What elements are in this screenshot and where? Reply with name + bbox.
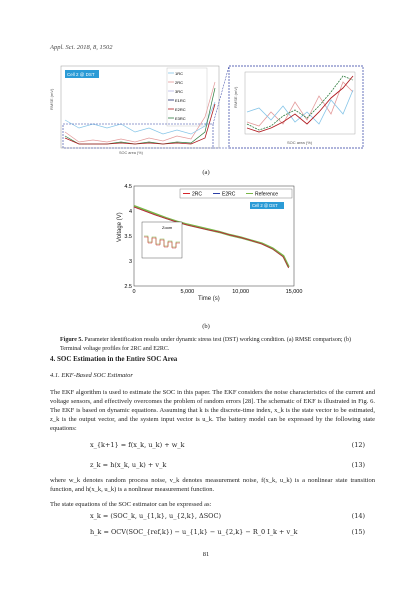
figure-b-voltage-chart	[117, 184, 303, 302]
equation-14-number: (14)	[351, 512, 365, 520]
figure-b-zoom-title: Zoom	[162, 225, 173, 230]
y-tick-label-1: 3	[128, 259, 132, 265]
figure-b-y-label: Voltage (V)	[117, 212, 123, 242]
equation-15-number: (15)	[351, 528, 365, 536]
subsection-title: 4.1. EKF-Based SOC Estimator	[50, 372, 133, 379]
x-tick-label-0: 0	[132, 289, 136, 295]
x-tick-label-2: 10,000	[232, 289, 250, 295]
paragraph-2: where w_k denotes random process noise, v_k denotes measurement noise, f(x_k, u_k) is a nonlinear state transition function, and h(x_k, u_k) is a nonlinear measurement function.	[50, 477, 375, 493]
equation-15-text: h_k = OCV(SOC_{ref,k}) − u_{1,k} − u_{2,k} − R_0 I_k + v_k	[90, 528, 298, 536]
legend-e2rc: E2RC	[175, 107, 186, 112]
figure-caption	[60, 336, 365, 353]
figure-b-x-label: Time (s)	[198, 296, 220, 302]
page-number: 81	[202, 551, 210, 558]
figure-b-zoom-inset	[142, 222, 182, 258]
legend-2rc-b: 2RC	[192, 191, 203, 198]
section-title: 4. SOC Estimation in the Entire SOC Area	[50, 355, 178, 363]
legend-e2rc-b: E2RC	[222, 191, 236, 198]
figure-b-panel-label: (b)	[202, 323, 210, 330]
equation-13-text: z_k = h(x_k, u_k) + v_k	[90, 461, 167, 469]
legend-e1rc: E1RC	[175, 98, 186, 103]
figure-a-x-label: SOC area (%)	[119, 151, 143, 155]
equation-13-number: (13)	[351, 461, 365, 469]
figure-a-inset-label: Cell 2 @ DST	[67, 72, 95, 77]
equation-12-number: (12)	[351, 441, 365, 449]
caption-text: Parameter identification results under dynamic stress test (DST) working condition. (a) RMSE comparison; (b) Terminal voltage profiles for 2RC and E2RC.	[60, 337, 351, 352]
journal-header: Appl. Sci. 2018, 8, 1502	[50, 44, 113, 51]
figure-b-inset-label: Cell 2 @ DST	[252, 203, 278, 208]
y-tick-label-3: 4	[128, 209, 132, 215]
figure-b-legend	[180, 189, 292, 198]
paragraph-1: The EKF algorithm is used to estimate the SOC in this paper. The EKF considers the noise characteristics of the current and voltage sensors, and effectively overcomes the problem of random errors [28]. The schematic of EKF is illustrated in Fig. 6. The EKF is based on dynamic equations. Assuming that k is the discrete-time index, x_k is the state vector to be estimated, z_k is the output vector, and the system input vector is u_k. The battery model can be expressed by the following state equations:	[50, 389, 375, 432]
figure-a-zoom-y-label: RMSE (mV)	[233, 86, 238, 108]
equation-12-text: x_{k+1} = f(x_k, u_k) + w_k	[90, 441, 185, 449]
y-tick-label-2: 3.5	[124, 234, 132, 240]
figure-a-panel-label: (a)	[202, 169, 210, 176]
paragraph-3: The state equations of the SOC estimator can be expressed as:	[50, 501, 212, 508]
equation-14-text: x_k = (SOC_k, u_{1,k}, u_{2,k}, ΔSOC)	[90, 512, 221, 520]
y-tick-label-0: 2.5	[124, 284, 132, 290]
legend-2rc: 2RC	[175, 80, 184, 85]
x-tick-label-1: 5,000	[180, 289, 195, 295]
figure-a-zoom-x-label: SOC area (%)	[287, 140, 313, 145]
legend-reference-b: Reference	[255, 191, 279, 198]
legend-e3rc: E3RC	[175, 116, 186, 121]
legend-3rc: 3RC	[175, 89, 184, 94]
x-tick-label-3: 15,000	[285, 289, 303, 295]
y-tick-label-4: 4.5	[124, 184, 132, 190]
figure-a-rmse-chart	[47, 62, 365, 154]
figure-a-legend	[167, 68, 207, 126]
legend-1rc: 1RC	[175, 71, 184, 76]
caption-label: Figure 5.	[60, 337, 83, 343]
figure-a-y-label: RMSE (mV)	[49, 88, 54, 110]
